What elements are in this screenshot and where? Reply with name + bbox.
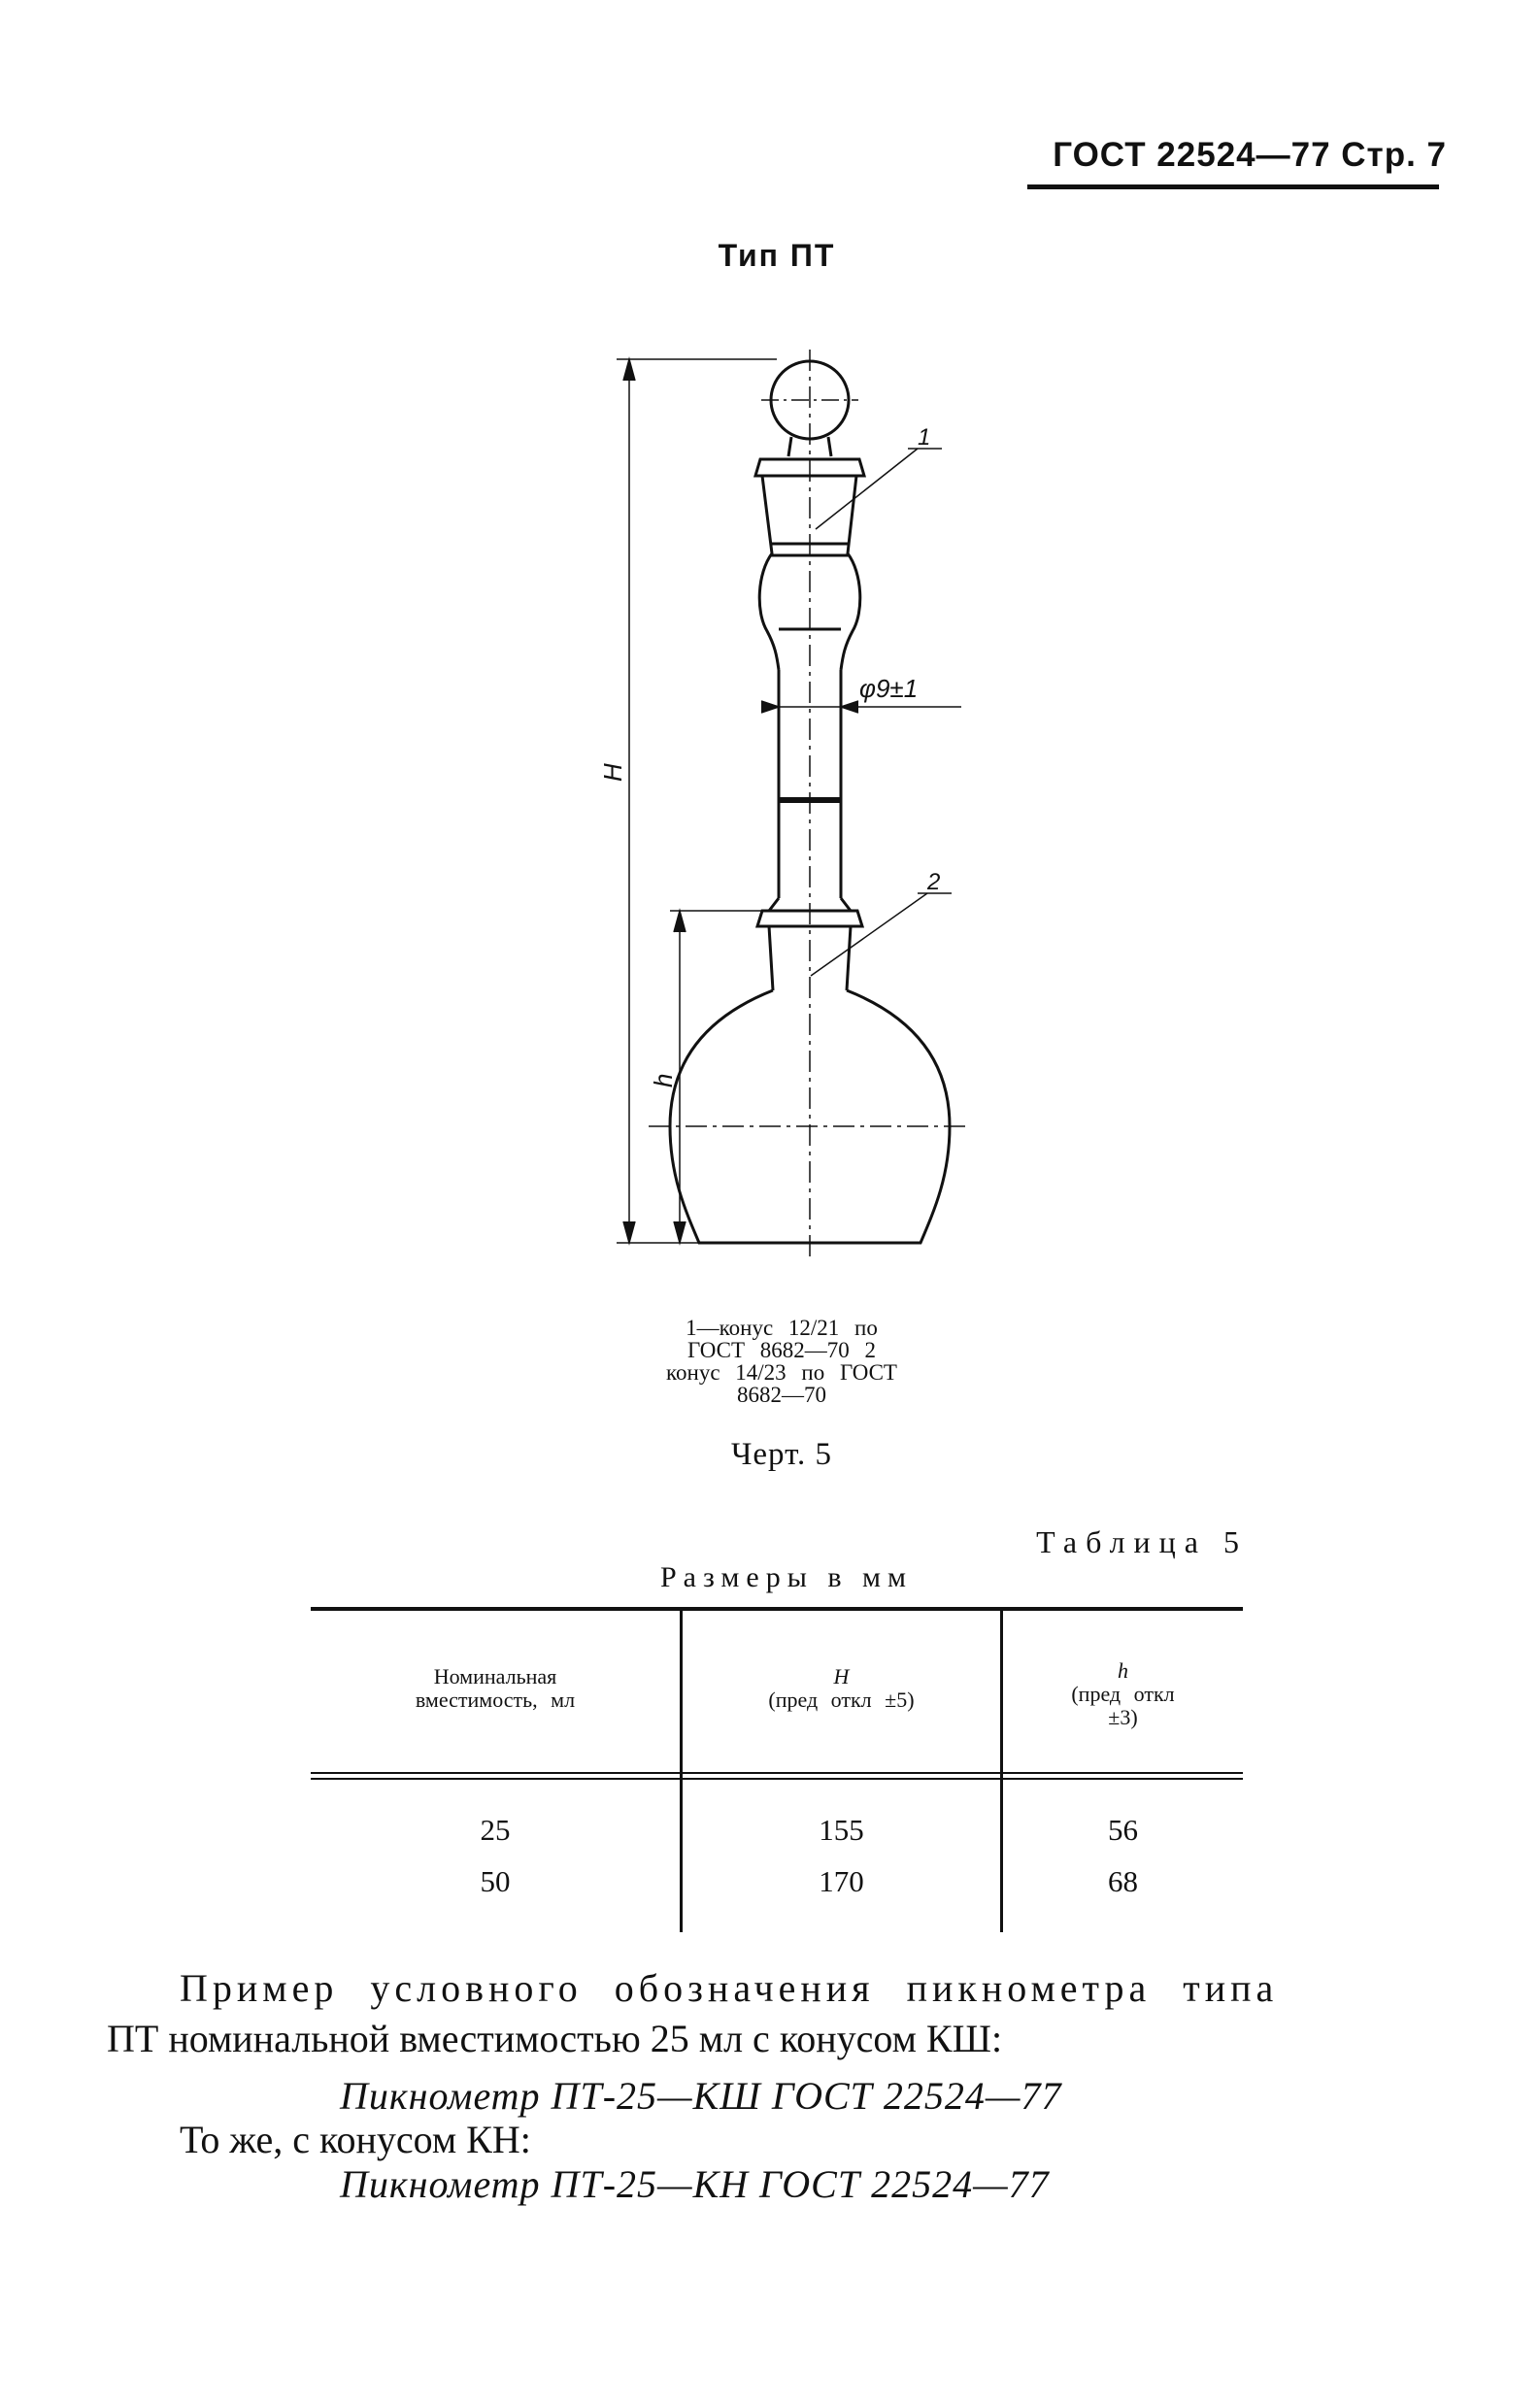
- table-top-rule: [311, 1607, 1243, 1611]
- legend-line: ГОСТ 8682—70 2: [686, 1338, 876, 1362]
- legend-line: конус 14/23 по ГОСТ: [666, 1360, 897, 1385]
- legend-line: 8682—70: [737, 1383, 826, 1407]
- table-header-rule: [311, 1778, 1243, 1780]
- header-capacity: Номинальная вместимость, мл: [415, 1664, 576, 1712]
- header-H: H (пред откл ±5): [768, 1664, 915, 1712]
- callout-2-leader: [811, 893, 927, 976]
- table-cell: 56: [1108, 1813, 1138, 1847]
- table-cell: 68: [1108, 1864, 1138, 1898]
- header-h: h (пред откл ±3): [1071, 1658, 1175, 1729]
- header-rule: [1027, 184, 1439, 189]
- table-units: Размеры в мм: [659, 1561, 913, 1593]
- table-header-rule: [311, 1772, 1243, 1774]
- dim-H-arrow-bottom: [623, 1221, 635, 1243]
- page-header: ГОСТ 22524—77 Стр. 7: [1053, 136, 1447, 174]
- table-caption: Таблица 5: [1036, 1524, 1248, 1559]
- dim-h-label: h: [649, 1073, 678, 1087]
- dimensions-table: [311, 1607, 1243, 1932]
- figure-type-title: Тип ПТ: [718, 238, 836, 273]
- callout-2-label: 2: [927, 869, 941, 895]
- dim-H-label: H: [598, 763, 627, 782]
- example-intro: Пример условного обозначения пикнометра типа: [180, 1966, 1279, 2010]
- example-designation-kn: Пикнометр ПТ-25—КН ГОСТ 22524—77: [340, 2162, 1050, 2206]
- figure-caption: Черт. 5: [730, 1437, 833, 1472]
- dim-diameter-arrow-l: [761, 701, 779, 713]
- pycnometer-drawing: [524, 320, 1029, 1272]
- table-cell: 50: [480, 1864, 511, 1898]
- example-same-kn: То же, с конусом КН:: [180, 2118, 531, 2161]
- dim-h-arrow-top: [674, 911, 686, 932]
- legend-line: 1—конус 12/21 по: [686, 1316, 878, 1340]
- table-cell: 155: [819, 1813, 864, 1847]
- dim-diameter-arrow-r: [841, 701, 858, 713]
- table-cell: 170: [819, 1864, 864, 1898]
- dim-h-arrow-bottom: [674, 1221, 686, 1243]
- dim-diameter-label: φ9±1: [859, 674, 919, 703]
- callout-1-label: 1: [918, 424, 931, 451]
- example-intro-cont: ПТ номинальной вместимостью 25 мл с конусом КШ:: [107, 2017, 1003, 2060]
- figure-legend: [621, 1317, 942, 1406]
- dim-H-arrow-top: [623, 359, 635, 381]
- example-designation-ksh: Пикнометр ПТ-25—КШ ГОСТ 22524—77: [340, 2074, 1062, 2118]
- table-cell: 25: [480, 1813, 511, 1847]
